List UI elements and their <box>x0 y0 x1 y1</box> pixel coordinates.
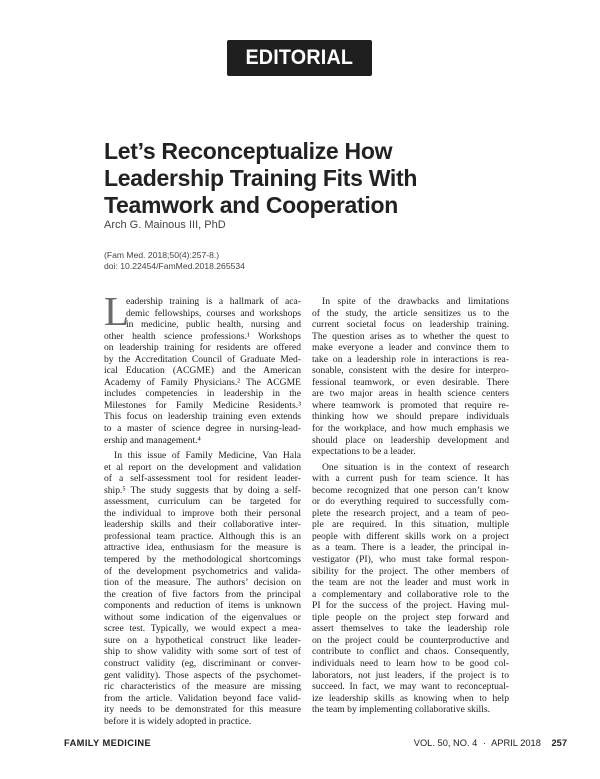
citation-block <box>104 250 245 272</box>
text-line: This focus on leadership training even extends <box>104 411 301 423</box>
text-line: are two major areas in health science centers <box>312 388 509 400</box>
title-line: Teamwork and Cooperation <box>104 192 398 218</box>
text-line: or do everything required to successfully com- <box>312 496 509 508</box>
separator-dot: · <box>482 738 487 748</box>
doi-text: doi: 10.22454/FamMed.2018.265534 <box>104 261 245 271</box>
text-line: thinking how we should prepare individuals <box>312 411 509 423</box>
text-line: make everyone a leader and convince them to <box>312 342 509 354</box>
text-line: ship to show validity with some sort of test of <box>104 646 301 658</box>
text-line: et al report on the development and validation <box>104 461 301 473</box>
issue-date: APRIL 2018 <box>491 738 541 748</box>
text-line: with a current push for team science. It has <box>312 473 509 485</box>
text-line: current societal focus on leadership training. <box>312 319 509 331</box>
text-line: ship.⁵ The study suggests that by doing a self- <box>104 484 301 496</box>
text-line: ize leadership skills as knowing when to help <box>312 692 509 704</box>
text-line: plete the research project, and a team of peo- <box>312 507 509 519</box>
text-line: to a master of science degree in nursing-lead- <box>104 423 301 435</box>
text-line: construct validity (eg, discriminant or conver- <box>104 657 301 669</box>
text-line: PI for the success of the project. Having mul- <box>312 600 509 612</box>
text-line: demic fellowships, courses and workshops <box>126 307 301 319</box>
text-line: from the article. Validation beyond face valid- <box>104 692 301 704</box>
text-line: contribute to conflict and chaos. Consequently, <box>312 646 509 658</box>
text-line: eadership training is a hallmark of aca- <box>126 296 301 307</box>
text-line: sure on a hypothetical construct like leader- <box>104 634 301 646</box>
text-line: other health science professions.¹ Workshops <box>104 330 301 342</box>
text-line: vestigator (PI), who must take formal respon- <box>312 554 509 566</box>
text-line: ple are required. In this situation, multiple <box>312 519 509 531</box>
text-line: where teamwork is promoted that require re- <box>312 399 509 411</box>
body-column-right <box>312 296 509 716</box>
text-line: become recognized that one person can’t know <box>312 484 509 496</box>
text-line: scree test. Typically, we would expect a mea- <box>104 623 301 635</box>
text-line: the team by implementing collaborative skills. <box>312 704 490 716</box>
text-line: fessional teamwork, or even desirable. There <box>312 376 509 388</box>
title-line: Leadership Training Fits With <box>104 165 418 191</box>
text-line: on leadership training for residents are offered <box>104 342 301 354</box>
text-line: components and reduction of items is unknown <box>104 600 301 612</box>
text-line: professional team practice. Although this is an <box>104 530 301 542</box>
text-line: The question arises as to whether the quest to <box>312 330 509 342</box>
text-line: sonable, consistent with the desire for interpro- <box>312 365 509 377</box>
text-line: take on a leadership role in interactions is rea- <box>312 353 509 365</box>
text-line: ric characteristics of the measure are missing <box>104 681 301 693</box>
text-line: assessment, curriculum can be targeted for <box>104 496 301 508</box>
issue-info <box>414 738 567 748</box>
text-line: succeed. In fact, we may want to reconceptual- <box>312 681 509 693</box>
text-line: for the workplace, and how much emphasis we <box>312 423 509 435</box>
text-line: people with different skills work on a project <box>312 530 509 542</box>
text-line: Milestones for Family Medicine Residents.³ <box>104 399 301 411</box>
text-line: ership and management.⁴ <box>104 434 201 446</box>
section-label: EDITORIAL <box>245 46 354 69</box>
journal-name: FAMILY MEDICINE <box>64 738 152 748</box>
text-line: individuals need to learn how to be good col- <box>312 657 509 669</box>
text-line: without some indication of the eigenvalues or <box>104 611 301 623</box>
text-line: ity needs to be demonstrated for this measure <box>104 704 301 716</box>
section-banner <box>227 40 372 76</box>
text-line: ical Education (ACGME) and the American <box>104 365 301 377</box>
page-number: 257 <box>551 738 567 748</box>
title-line: Let’s Reconceptualize How <box>104 138 393 164</box>
text-line: gent validity). Those aspects of the psychomet- <box>104 669 301 681</box>
text-line: Academy of Family Physicians.² The ACGME <box>104 376 301 388</box>
text-line: of the study, the article sensitizes us to the <box>312 307 509 319</box>
text-line: of a self-assessment tool for resident leader- <box>104 473 301 485</box>
text-line: by the Accreditation Council of Graduate Med- <box>104 353 301 365</box>
text-line: expectations to be a leader. <box>312 446 416 458</box>
article-title <box>104 138 524 219</box>
text-line: the individual to improve both their personal <box>104 507 301 519</box>
text-line: tion of the measure. The authors’ decision on <box>104 577 301 589</box>
text-line: sibility for the project. The other members of <box>312 565 509 577</box>
author-byline: Arch G. Mainous III, PhD <box>104 219 226 231</box>
text-line: includes competencies in leadership in the <box>104 388 301 400</box>
text-line: the creation of five factors from the principal <box>104 588 301 600</box>
text-line: One situation is in the context of research <box>322 461 509 473</box>
text-line: in medicine, public health, nursing and <box>126 319 301 331</box>
text-line: In spite of the drawbacks and limitations <box>322 296 509 307</box>
text-line: tempered by the methodological shortcomings <box>104 554 301 566</box>
text-line: laborators, not just leaders, if the project is to <box>312 669 509 681</box>
citation-reference: (Fam Med. 2018;50(4):257-8.) <box>104 250 220 260</box>
text-line: before it is widely adopted in practice. <box>104 715 252 727</box>
text-line: should place on leadership development and <box>312 434 509 446</box>
body-column-left <box>104 296 301 727</box>
volume-issue: VOL. 50, NO. 4 <box>413 738 478 748</box>
text-line: leadership skills and their collaborative inter- <box>104 519 301 531</box>
text-line: the team are not the leader and must work in <box>312 577 509 589</box>
page-footer <box>64 738 567 754</box>
drop-cap: L <box>104 288 130 334</box>
text-line: attractive idea, enthusiasm for the measure is <box>104 542 301 554</box>
text-line: of the development psychometrics and valida- <box>104 565 301 577</box>
text-line: on the project could be counterproductive and <box>312 634 509 646</box>
text-line: In this issue of Family Medicine, Van Hala <box>114 450 301 462</box>
text-line: assert themselves to take the leadership role <box>312 623 509 635</box>
text-line: as a team. There is a leader, the principal in- <box>312 542 509 554</box>
text-line: tiple people on the project step forward and <box>312 611 509 623</box>
text-line: a complementary and collaborative role to the <box>312 588 509 600</box>
